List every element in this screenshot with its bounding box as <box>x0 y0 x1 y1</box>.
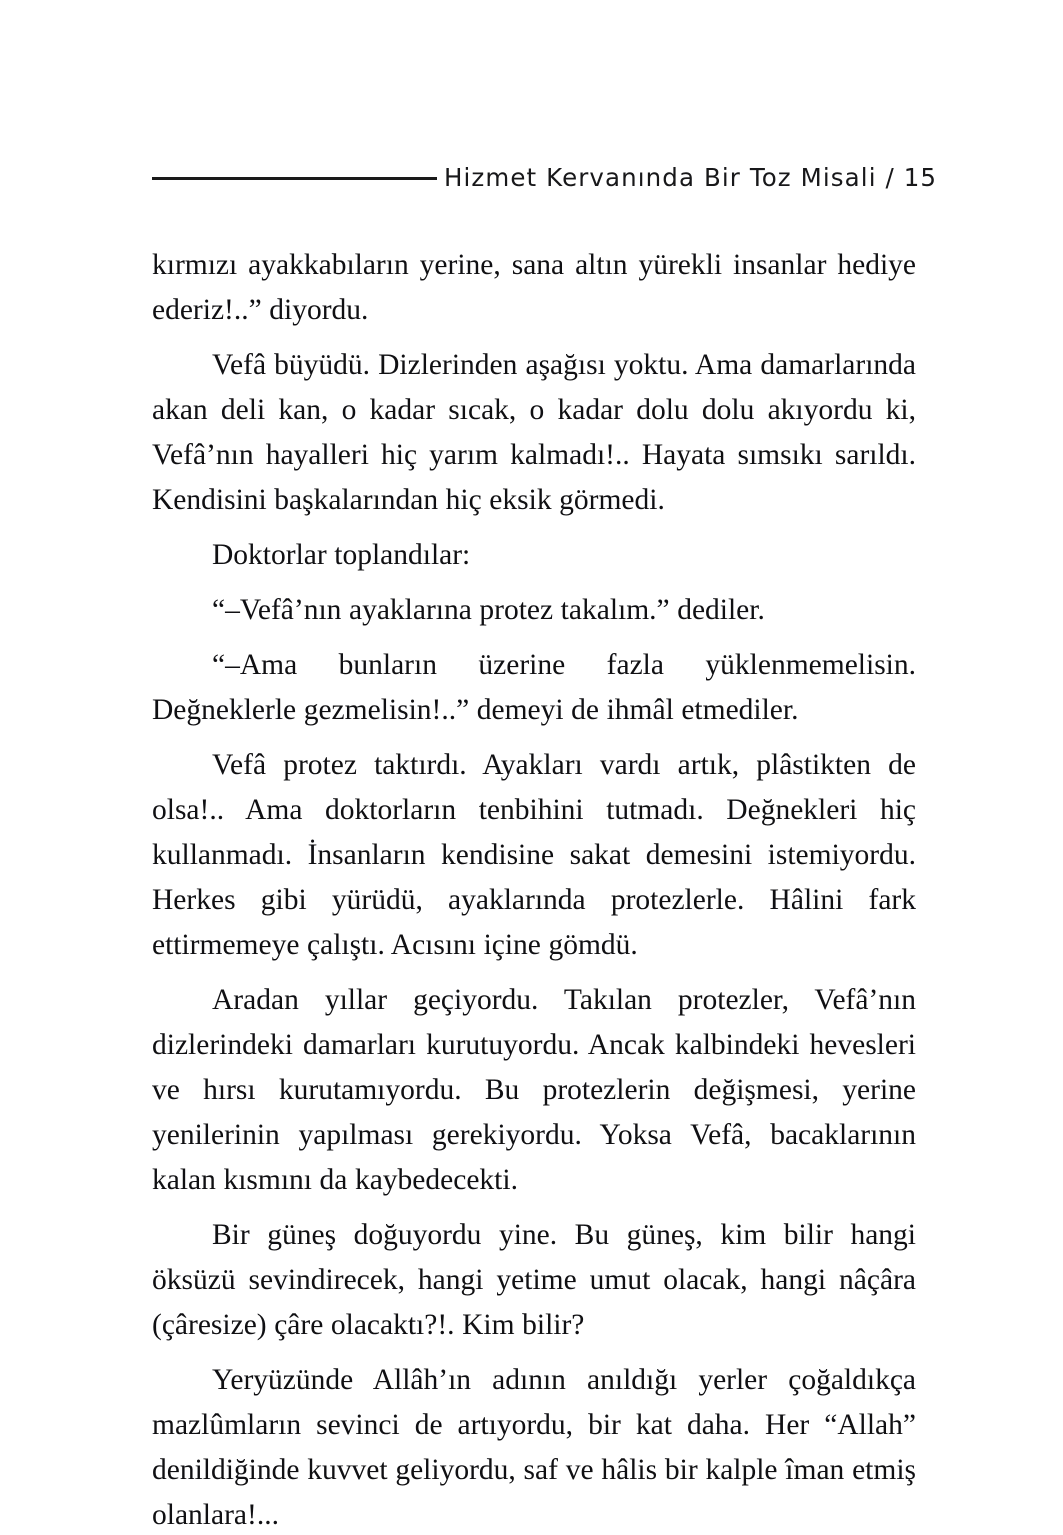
paragraph: Yeryüzünde Allâh’ın adının anıldığı yerler çoğaldıkça mazlûmların sevinci de artıyordu, bir kat daha. Her “Allah” denildiğinde kuvvet geliyordu, saf ve hâlis bir kalple îman etmiş olanlara!... <box>152 1364 916 1531</box>
running-head <box>152 158 938 198</box>
paragraph: Aradan yıllar geçiyordu. Takılan protezler, Vefâ’nın dizlerindeki damarları kurutuyordu. Ancak kalbindeki hevesleri ve hırsı kurutamıyordu. Bu protezlerin değişmesi, yerine yenilerinin yapılması gerekiyordu. Yoksa Vefâ, bacaklarının kalan kısmını da kaybedecekti. <box>152 984 916 1196</box>
paragraph: Bir güneş doğuyordu yine. Bu güneş, kim bilir hangi öksüzü sevindirecek, hangi yetime umut olacak, hangi nâçâra (çâresize) çâre olacaktı?!. Kim bilir? <box>152 1219 916 1341</box>
paragraph: Doktorlar toplandılar: <box>212 539 471 571</box>
paragraph: kırmızı ayakkabıların yerine, sana altın yürekli insanlar hediye ederiz!..” diyordu. <box>152 249 916 326</box>
running-head-title: Hizmet Kervanında Bir Toz Misali / 15 <box>444 162 938 192</box>
paragraph: Vefâ protez taktırdı. Ayakları vardı artık, plâstikten de olsa!.. Ama doktorların tenbihini tutmadı. Değnekleri hiç kullanmadı. İnsanların kendisine sakat demesini istemiyordu. Herkes gibi yürüdü, ayaklarında protezlerle. Hâlini fark ettirmemeye çalıştı. Acısını içine gömdü. <box>152 749 916 961</box>
paragraph: “–Vefâ’nın ayaklarına protez takalım.” dediler. <box>212 594 765 626</box>
body-text <box>152 243 916 1535</box>
running-head-rule <box>152 177 437 180</box>
paragraph: “–Ama bunların üzerine fazla yüklenmemelisin. Değneklerle gezmelisin!..” demeyi de ihmâl etmediler. <box>152 649 916 726</box>
paragraph: Vefâ büyüdü. Dizlerinden aşağısı yoktu. Ama damarlarında akan deli kan, o kadar sıcak, o kadar dolu dolu akıyordu ki, Vefâ’nın hayalleri hiç yarım kalmadı!.. Hayata sımsıkı sarıldı. Kendisini başkalarından hiç eksik görmedi. <box>152 349 916 516</box>
